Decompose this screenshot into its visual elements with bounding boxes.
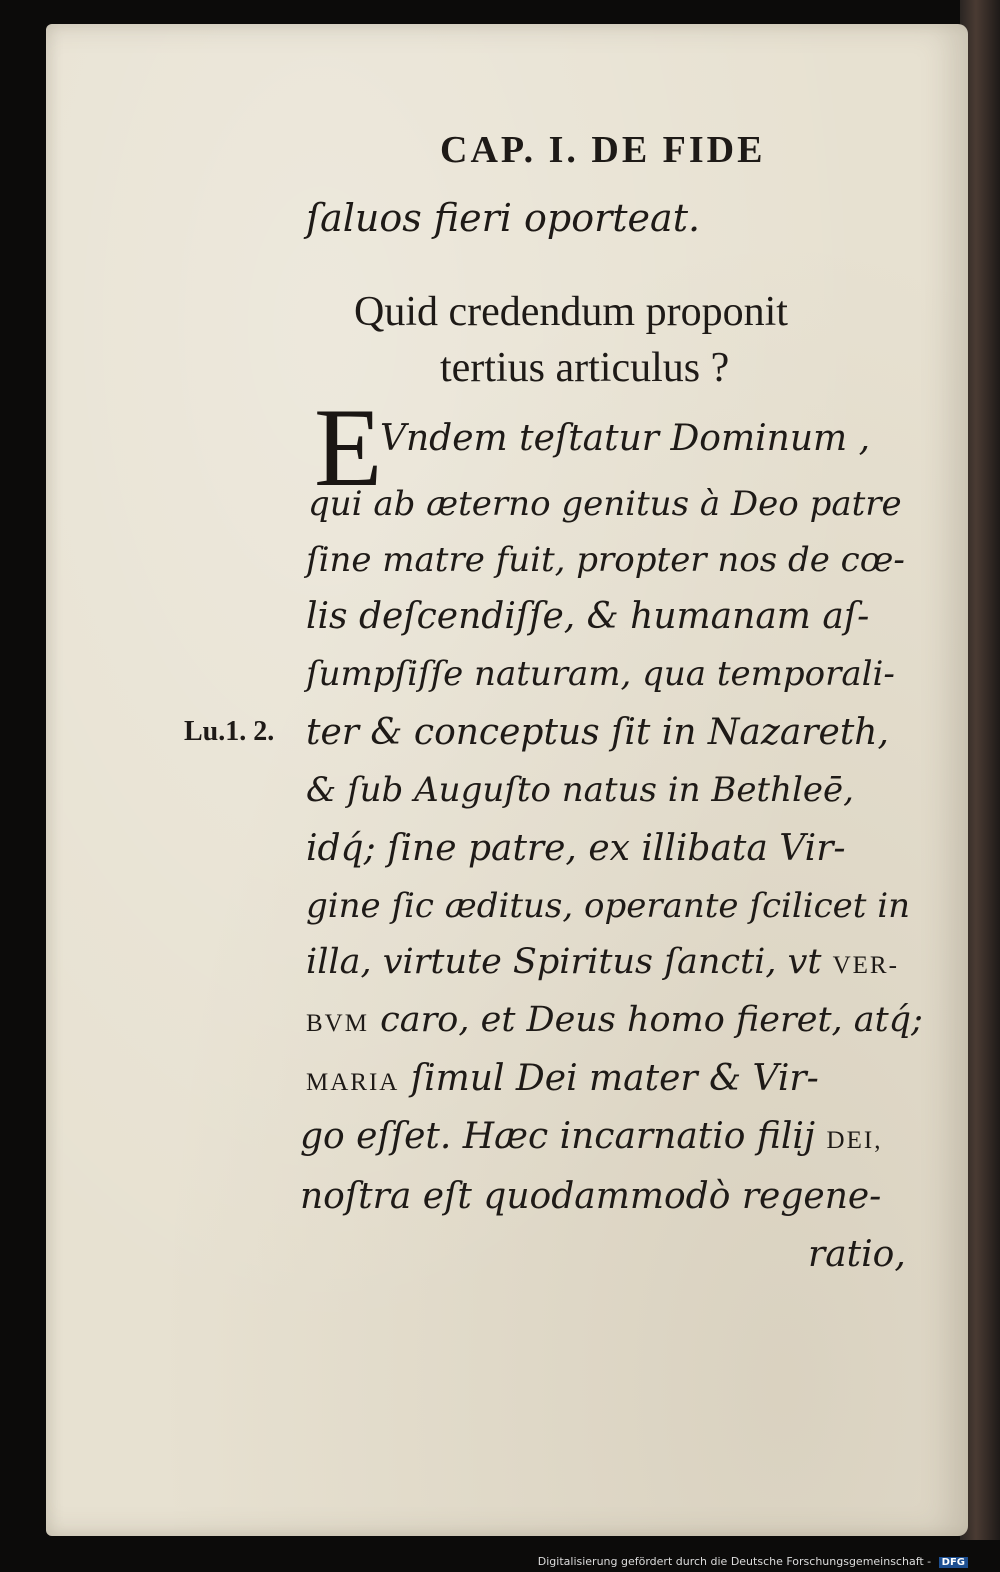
body-line-13 [300,1116,882,1157]
smallcaps-verbum-start: VER- [832,952,899,979]
body-line-3: ſine matre fuit, propter nos de cœ- [306,540,905,580]
body-line-13-text: go eſſet. Hæc incarnatio filij [300,1116,816,1157]
smallcaps-verbum-end: BVM [306,1010,369,1037]
body-line-4: lis deſcendiſſe, & humanam aſ- [306,596,870,637]
body-line-9: gine ſic æditus, operante ſcilicet in [306,886,911,926]
body-line-6: ter & conceptus ſit in Nazareth, [306,712,889,753]
body-line-12-text: ſimul Dei mater & Vir- [410,1058,819,1099]
continuation-line: ſaluos fieri oporteat. [306,196,701,240]
body-line-1: Vndem teſtatur Dominum , [380,418,871,459]
running-head: CAP. I. DE FIDE [440,129,766,171]
body-line-10-text: illa, virtute Spiritus ſancti, vt [306,942,822,982]
marginal-note: Lu.1. 2. [184,716,275,747]
smallcaps-dei: DEI, [826,1127,883,1154]
question-line-2: tertius articulus ? [440,345,730,391]
body-line-11-text: caro, et Deus homo fieret, atq́; [380,1000,923,1040]
body-line-11 [306,1000,923,1040]
body-line-12 [306,1058,819,1099]
body-line-7: & ſub Auguſto natus in Bethleē, [306,770,854,810]
body-line-5: ſumpſiſſe naturam, qua temporali- [306,654,895,694]
body-line-2: qui ab æterno genitus à Deo patre [308,484,902,524]
dfg-logo: DFG [939,1557,968,1568]
body-line-14: noſtra eſt quodammodò regene- [300,1176,882,1217]
footer-text: Digitalisierung gefördert durch die Deutsche Forschungsgemeinschaft - [537,1555,932,1568]
digitization-credit [538,1555,968,1568]
question-line-1: Quid credendum proponit [354,289,788,335]
drop-capital: E [314,386,383,510]
body-line-8: idq́; ſine patre, ex illibata Vir- [306,828,846,869]
catchword: ratio, [808,1234,906,1275]
smallcaps-maria: MARIA [306,1069,400,1096]
body-line-10 [306,942,899,982]
